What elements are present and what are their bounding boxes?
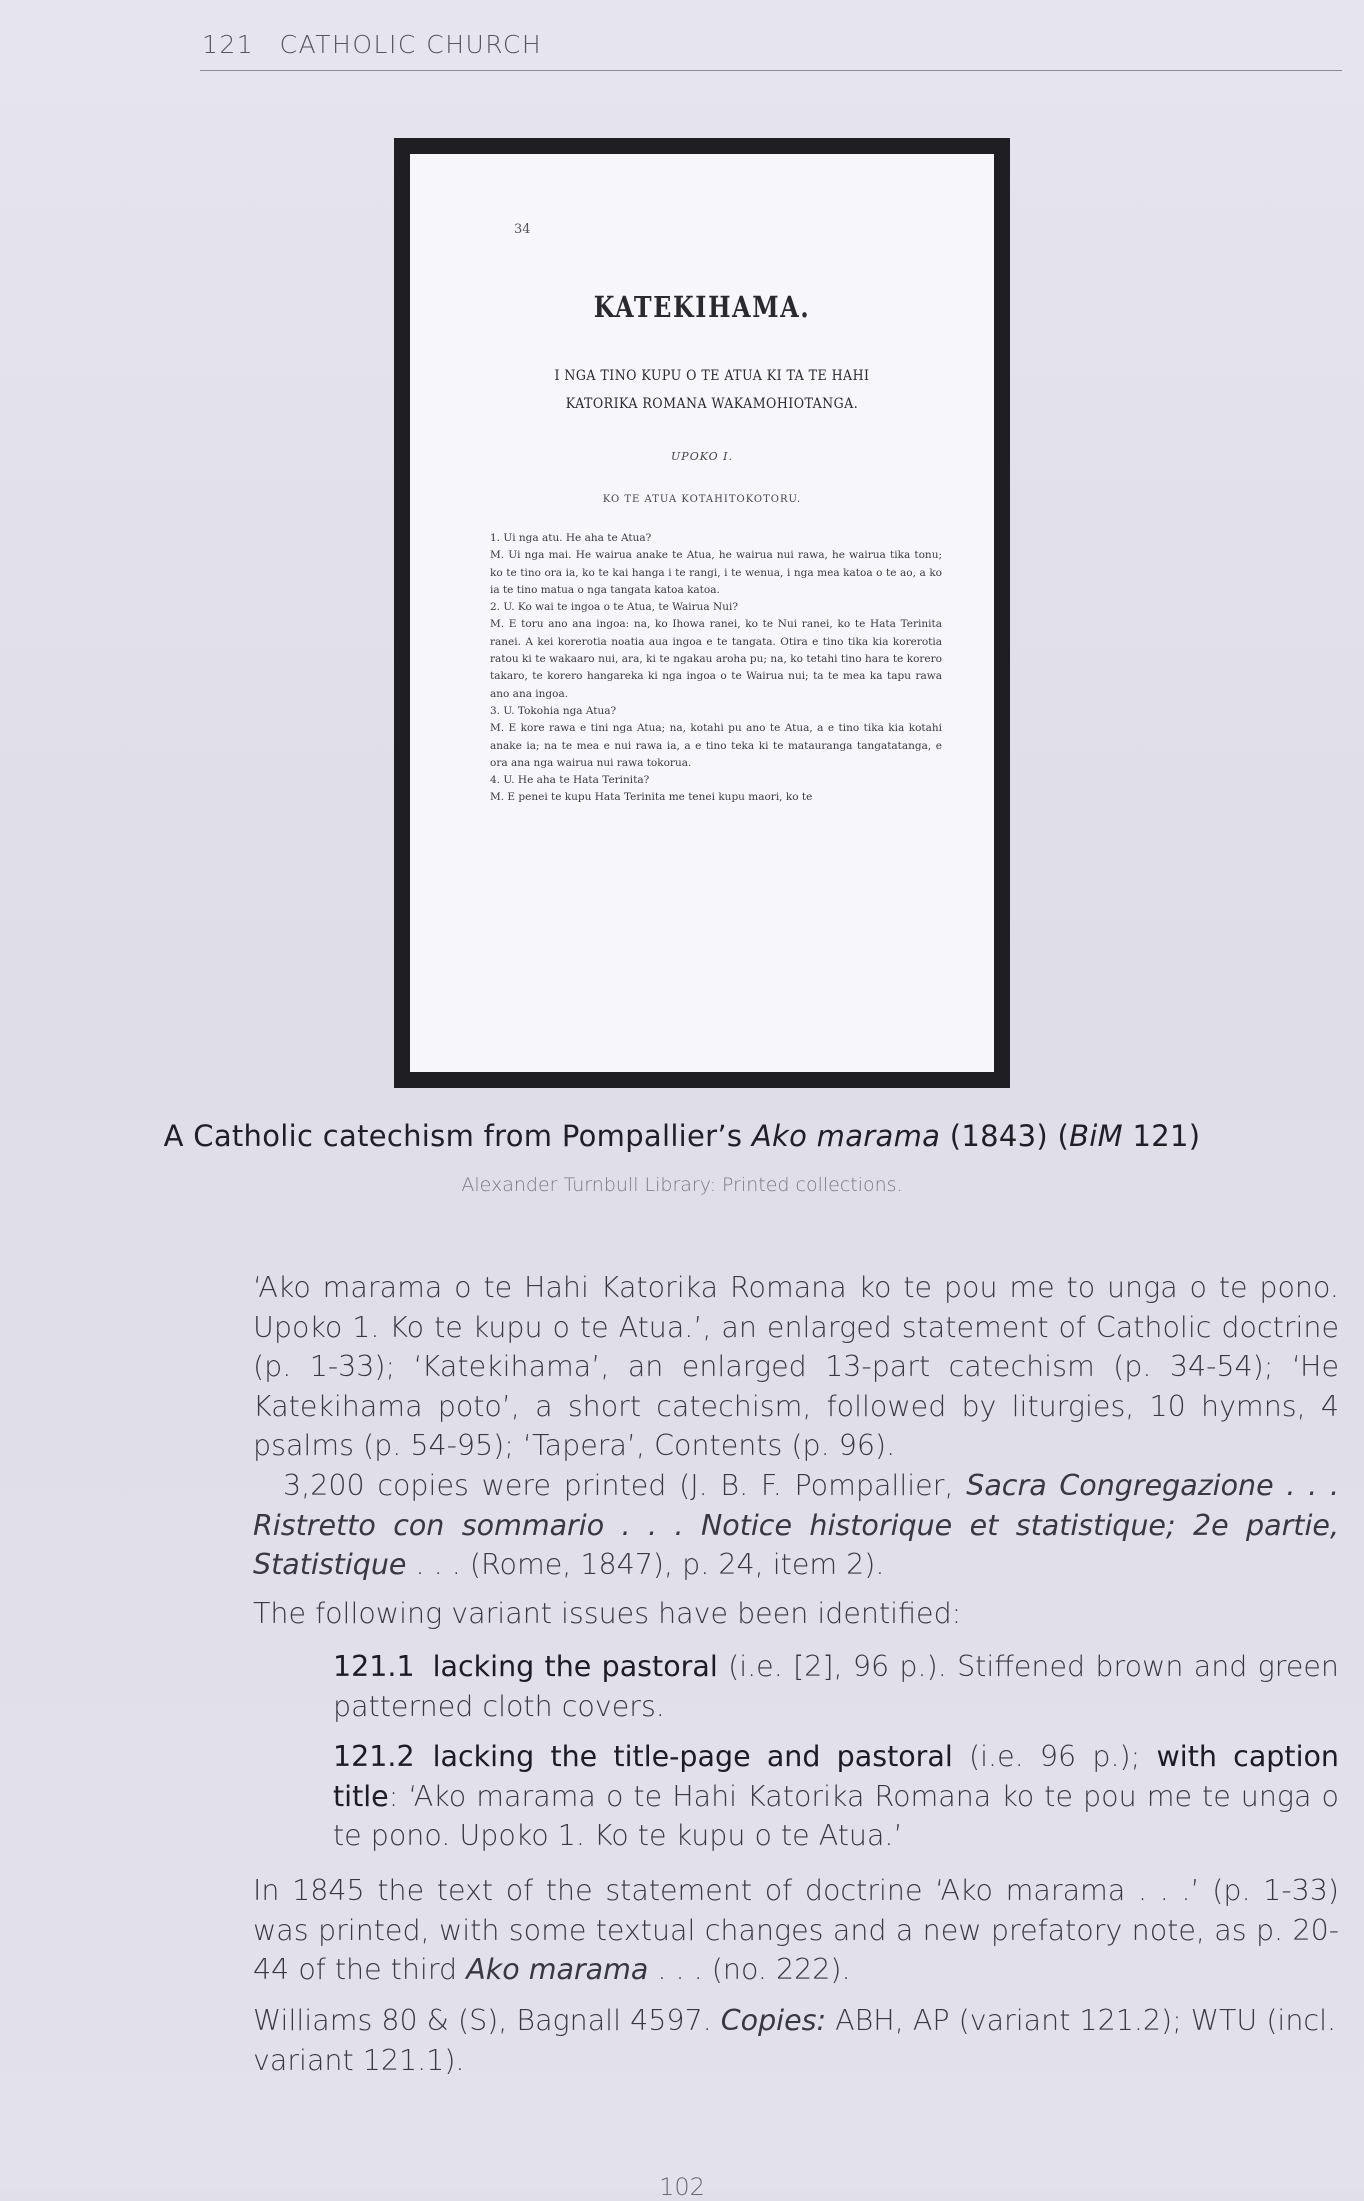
facsimile-subtitle-line1: I NGA TINO KUPU O TE ATUA KI TA TE HAHI <box>554 368 870 384</box>
references-text: Williams 80 & (S), Bagnall 4597. <box>253 2004 712 2037</box>
p2-text-b: . . . (Rome, 1847), p. 24, item 2). <box>415 1548 885 1581</box>
caption-source: BiM <box>1069 1119 1123 1153</box>
print-run-paragraph <box>253 1466 1339 1585</box>
facsimile-body-text: 1. Ui nga atu. He aha te Atua? M. Ui nga mai. He wairua anake te Atua, he wairua nui rawa, he wairua tika tonu; ko te tino ora ia, ko te kai hanga i te rangi, i te wenua, i nga mea katoa o te ao, a ko ia te tino matua o nga tangata katoa katoa. 2. U. Ko wai te ingoa o te Atua, te Wairua Nui? M. E toru ano ana ingoa: na, ko Ihowa ranei, ko te Nui ranei, ko te Hata Terinita ranei. A kei korerotia noatia aua ingoa e te tangata. Otira e tino tika kia korerotia ratou ki te wakaaro nui, ara, ki te ngakau aroha pu; na, ko tetahi tino hara te korero takaro, te korero hangareka ki nga ingoa o te Wairua nui; ta te mea ka tapu rawa ano ana ingoa. 3. U. Tokohia nga Atua? M. E kore rawa e tini nga Atua; na, kotahi pu ano te Atua, a e tino tika kia kotahi anake ia; na te mea e nui rawa ia, a e tino teka ki te matauranga tangatatanga, e ora ana nga wairua nui rawa tokorua. 4. U. He aha te Hata Terinita? M. E penei te kupu Hata Terinita me tenei kupu maori, ko te <box>490 532 942 804</box>
references-paragraph <box>253 2001 1339 2080</box>
facsimile-paper <box>410 154 994 1072</box>
caption-suffix: 121) <box>1132 1119 1201 1153</box>
copies-list: ABH, AP (variant 121.2); WTU (incl. variant 121.1). <box>253 2004 1337 2077</box>
p2-text-a: 3,200 copies were printed (J. B. F. Pompallier, <box>283 1469 954 1502</box>
header-section: CATHOLIC CHURCH <box>279 30 543 59</box>
header-rule <box>200 70 1342 71</box>
caption-title: Ako marama <box>751 1119 941 1153</box>
facsimile-chapter-heading: KO TE ATUA KOTAHITOKOTORU. <box>602 494 802 505</box>
copies-label: Copies: <box>720 2004 827 2037</box>
variant-number: 121.1 <box>333 1650 415 1683</box>
caption-prefix: A Catholic catechism from Pompallier’s <box>163 1119 743 1153</box>
variant-description: : ‘Ako marama o te Hahi Katorika Romana ko te pou me te unga o te pono. Upoko 1. Ko te kupu o te Atua.’ <box>333 1779 1339 1852</box>
variant-bold-text: lacking the pastoral <box>432 1650 718 1683</box>
facsimile-title: KATEKIHAMA. <box>593 290 811 324</box>
later-printing-paragraph <box>253 1871 1339 1990</box>
running-header <box>202 30 542 59</box>
facsimile-subtitle-line2: KATORIKA ROMANA WAKAMOHIOTANGA. <box>565 396 859 412</box>
image-credit: Alexander Turnbull Library: Printed collections. <box>461 1174 903 1196</box>
variant-bold-caption: with caption title <box>333 1740 1339 1813</box>
variant-number: 121.2 <box>333 1740 415 1773</box>
facsimile-subtitle <box>512 362 912 418</box>
variant-121-1 <box>333 1647 1339 1726</box>
variant-bold-text: lacking the title-page and pastoral <box>432 1740 953 1773</box>
header-page-ref: 121 <box>202 30 255 59</box>
p2-italic-title: Sacra Congregazione . . . Ristretto con sommario . . . Notice historique et statistique; 2e partie, Statistique <box>253 1469 1340 1581</box>
p4-italic-title: Ako marama <box>466 1953 649 1986</box>
variant-121-2 <box>333 1737 1339 1856</box>
figure-caption <box>0 1119 1364 1153</box>
variant-description: (i.e. [2], 96 p.). Stiffened brown and green patterned cloth covers. <box>333 1650 1339 1723</box>
p4-text-b: . . . (no. 222). <box>657 1953 851 1986</box>
facsimile-page-number: 34 <box>514 222 531 237</box>
page-number: 102 <box>659 2173 705 2201</box>
description-paragraph: ‘Ako marama o te Hahi Katorika Romana ko te pou me to unga o te pono. Upoko 1. Ko te kupu o te Atua.’, an enlarged statement of Catholic doctrine (p. 1-33); ‘Katekihama’, an enlarged 13-part catechism (p. 34-54); ‘He Katekihama poto’, a short catechism, followed by liturgies, 10 hymns, 4 psalms (p. 54-95); ‘Tapera’, Contents (p. 96). <box>253 1271 1339 1462</box>
caption-year: (1843) ( <box>949 1119 1070 1153</box>
variant-pagination: (i.e. 96 p.); <box>969 1740 1141 1773</box>
p4-text-a: In 1845 the text of the statement of doctrine ‘Ako marama . . .’ (p. 1-33) was printed, with some textual changes and a new prefatory note, as p. 20-44 of the third <box>253 1874 1339 1986</box>
variant-intro: The following variant issues have been identified: <box>253 1597 962 1630</box>
catechism-facsimile-image <box>394 138 1010 1088</box>
facsimile-upoko: UPOKO I. <box>671 450 733 463</box>
